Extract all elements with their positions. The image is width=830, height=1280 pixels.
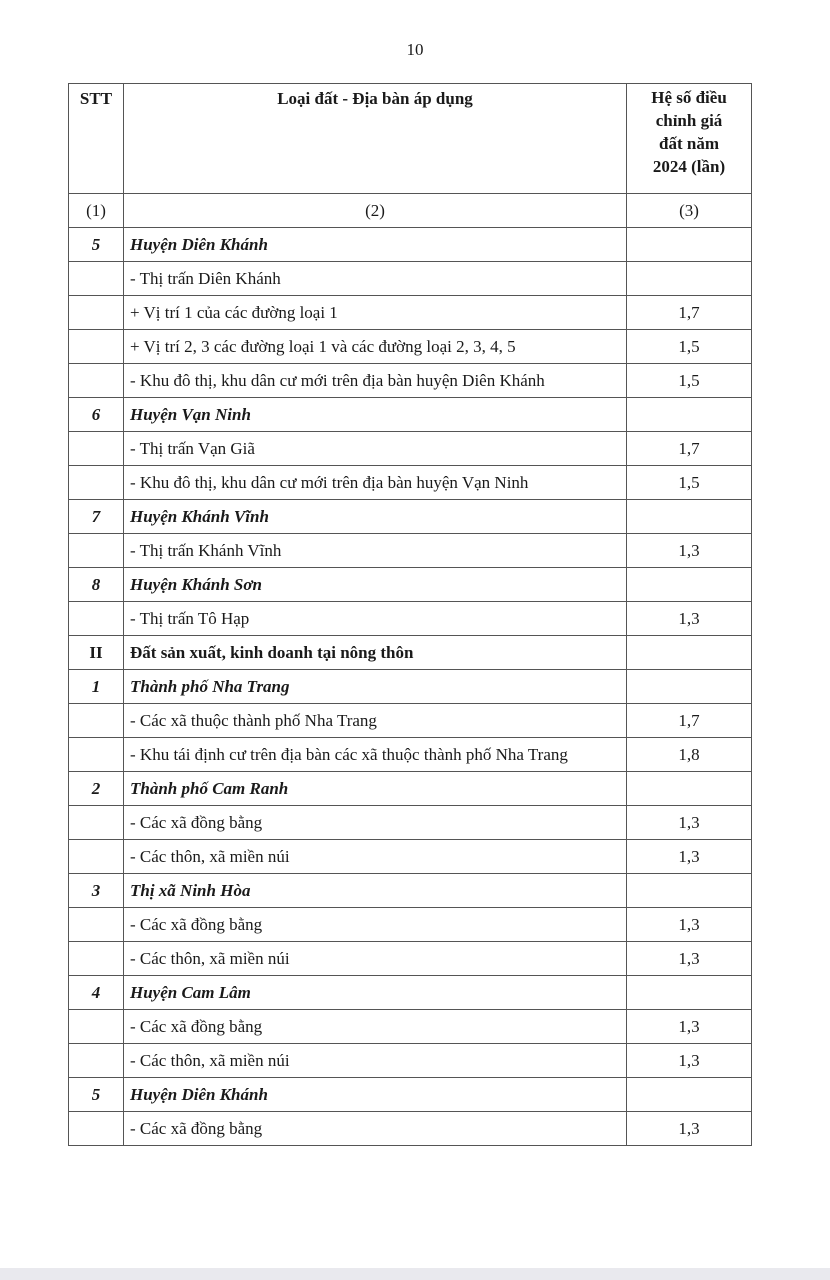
row-land-type: - Khu đô thị, khu dân cư mới trên địa bàn huyện Vạn Ninh [124, 466, 627, 500]
table-row [69, 1010, 752, 1044]
row-stt [69, 432, 124, 466]
row-land-type: Đất sản xuất, kinh doanh tại nông thôn [124, 636, 627, 670]
row-stt [69, 262, 124, 296]
row-land-type: - Khu tái định cư trên địa bàn các xã thuộc thành phố Nha Trang [124, 738, 627, 772]
table-row [69, 262, 752, 296]
land-price-table [68, 83, 752, 1146]
column-number: (1) [69, 194, 124, 228]
table-row [69, 364, 752, 398]
row-stt [69, 466, 124, 500]
row-land-type: + Vị trí 2, 3 các đường loại 1 và các đường loại 2, 3, 4, 5 [124, 330, 627, 364]
row-land-type: - Thị trấn Vạn Giã [124, 432, 627, 466]
row-ratio: 1,3 [627, 840, 752, 874]
row-land-type: Huyện Cam Lâm [124, 976, 627, 1010]
header-ratio-line: chỉnh giá [655, 111, 723, 130]
district-row [69, 398, 752, 432]
row-ratio: 1,3 [627, 942, 752, 976]
column-number: (2) [124, 194, 627, 228]
row-land-type: Huyện Vạn Ninh [124, 398, 627, 432]
row-land-type: Huyện Khánh Vĩnh [124, 500, 627, 534]
row-ratio: 1,3 [627, 908, 752, 942]
row-land-type: + Vị trí 1 của các đường loại 1 [124, 296, 627, 330]
row-stt: 7 [69, 500, 124, 534]
row-ratio: 1,5 [627, 330, 752, 364]
row-ratio: 1,8 [627, 738, 752, 772]
row-land-type: - Các xã đồng bằng [124, 1010, 627, 1044]
row-stt [69, 602, 124, 636]
row-stt [69, 704, 124, 738]
row-stt [69, 1010, 124, 1044]
table-row [69, 296, 752, 330]
row-stt: 2 [69, 772, 124, 806]
header-stt: STT [69, 84, 124, 194]
table-row [69, 466, 752, 500]
table-row [69, 534, 752, 568]
header-land-type: Loại đất - Địa bàn áp dụng [124, 84, 627, 194]
district-row [69, 874, 752, 908]
row-ratio [627, 976, 752, 1010]
row-land-type: - Thị trấn Tô Hạp [124, 602, 627, 636]
column-numbering-row [69, 194, 752, 228]
row-ratio: 1,7 [627, 704, 752, 738]
row-ratio: 1,7 [627, 296, 752, 330]
row-stt [69, 1044, 124, 1078]
row-stt [69, 364, 124, 398]
row-stt [69, 1112, 124, 1146]
row-land-type: - Các xã thuộc thành phố Nha Trang [124, 704, 627, 738]
row-ratio: 1,3 [627, 534, 752, 568]
district-row [69, 500, 752, 534]
row-ratio [627, 262, 752, 296]
section-row [69, 636, 752, 670]
row-land-type: - Các thôn, xã miền núi [124, 942, 627, 976]
district-row [69, 568, 752, 602]
row-land-type: - Thị trấn Khánh Vĩnh [124, 534, 627, 568]
row-land-type: Huyện Khánh Sơn [124, 568, 627, 602]
bottom-bar [0, 1268, 830, 1280]
row-ratio [627, 398, 752, 432]
header-row [69, 84, 752, 194]
row-stt [69, 942, 124, 976]
row-stt: 1 [69, 670, 124, 704]
table-row [69, 704, 752, 738]
row-stt: 8 [69, 568, 124, 602]
header-ratio-line: 2024 (lần) [652, 157, 726, 176]
row-land-type: Thành phố Nha Trang [124, 670, 627, 704]
row-ratio: 1,3 [627, 1112, 752, 1146]
row-land-type: - Các xã đồng bằng [124, 908, 627, 942]
row-stt [69, 908, 124, 942]
district-row [69, 772, 752, 806]
table-row [69, 806, 752, 840]
table-row [69, 908, 752, 942]
row-land-type: - Các xã đồng bằng [124, 806, 627, 840]
header-ratio-line: Hệ số điều [651, 88, 727, 107]
row-land-type: - Thị trấn Diên Khánh [124, 262, 627, 296]
table-row [69, 1044, 752, 1078]
district-row [69, 1078, 752, 1112]
header-ratio-line: đất năm [659, 134, 719, 153]
district-row [69, 228, 752, 262]
table-row [69, 942, 752, 976]
district-row [69, 670, 752, 704]
row-stt [69, 296, 124, 330]
row-stt [69, 534, 124, 568]
row-land-type: Thị xã Ninh Hòa [124, 874, 627, 908]
row-land-type: Huyện Diên Khánh [124, 1078, 627, 1112]
row-stt: 6 [69, 398, 124, 432]
table-row [69, 602, 752, 636]
column-number: (3) [627, 194, 752, 228]
row-ratio: 1,5 [627, 364, 752, 398]
table-body [69, 194, 752, 1146]
row-stt [69, 330, 124, 364]
row-land-type: - Các xã đồng bằng [124, 1112, 627, 1146]
row-ratio [627, 500, 752, 534]
row-land-type: - Các thôn, xã miền núi [124, 1044, 627, 1078]
page-number: 10 [406, 40, 424, 59]
row-stt: II [69, 636, 124, 670]
table-row [69, 432, 752, 466]
row-ratio: 1,3 [627, 602, 752, 636]
row-stt [69, 806, 124, 840]
row-stt: 5 [69, 1078, 124, 1112]
row-land-type: - Các thôn, xã miền núi [124, 840, 627, 874]
row-stt: 5 [69, 228, 124, 262]
row-stt: 3 [69, 874, 124, 908]
row-ratio [627, 228, 752, 262]
table-row [69, 330, 752, 364]
district-row [69, 976, 752, 1010]
row-stt [69, 738, 124, 772]
row-stt [69, 840, 124, 874]
table-row [69, 738, 752, 772]
row-ratio [627, 874, 752, 908]
row-land-type: Huyện Diên Khánh [124, 228, 627, 262]
row-ratio: 1,3 [627, 806, 752, 840]
row-ratio [627, 772, 752, 806]
row-ratio: 1,7 [627, 432, 752, 466]
row-land-type: - Khu đô thị, khu dân cư mới trên địa bàn huyện Diên Khánh [124, 364, 627, 398]
table-row [69, 840, 752, 874]
row-land-type: Thành phố Cam Ranh [124, 772, 627, 806]
row-ratio [627, 1078, 752, 1112]
row-stt: 4 [69, 976, 124, 1010]
header-ratio [627, 84, 752, 194]
row-ratio [627, 670, 752, 704]
row-ratio: 1,3 [627, 1010, 752, 1044]
table-row [69, 1112, 752, 1146]
row-ratio [627, 568, 752, 602]
row-ratio: 1,5 [627, 466, 752, 500]
row-ratio: 1,3 [627, 1044, 752, 1078]
row-ratio [627, 636, 752, 670]
